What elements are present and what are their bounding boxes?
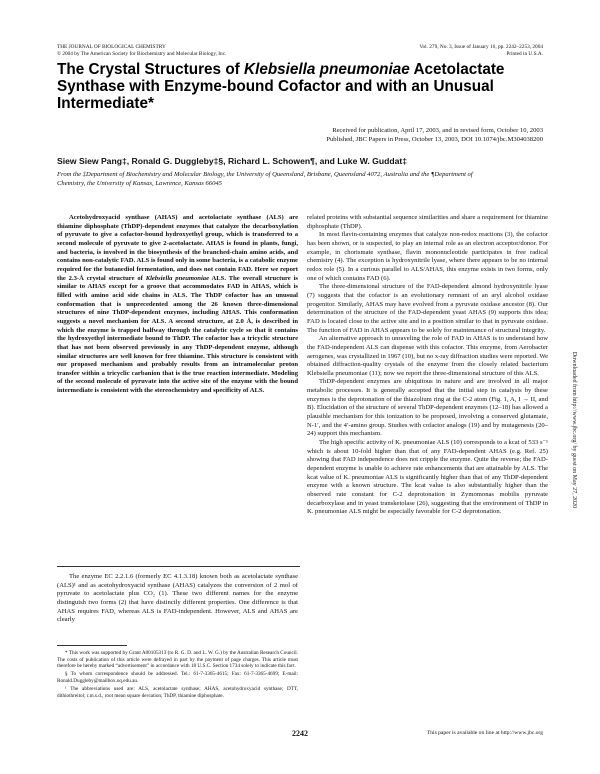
- running-header-left: [57, 44, 226, 57]
- abstract-species: Klebsiella pneumoniae: [145, 274, 210, 282]
- title-part-2: Acetolactate Synthase with Enzyme-bound Cofactor and with an Unusual Intermediate*: [57, 61, 505, 112]
- title-part-1: The Crystal Structures of: [57, 61, 245, 78]
- body-paragraph: ThDP-dependent enzymes are ubiquitous in nature and are involved in all major metabolic processes. It is generally accepted that the initial step in catalysis by these enzymes is the deprotonation of the thiazolium ring at the C-2 atom (Fig. 1, A, I → II, and B). Elucidation of the structure of several ThDP-dependent enzymes (12–18) has allowed a plausible mechanism for this ionization to be proposed, involving a conserved glutamate, N-1′, and the 4′-amino group. Studies with cofactor analogs (19) and by mutagenesis (20–24) support this mechanism.: [307, 378, 548, 438]
- body-paragraph: The three-dimensional structure of the FAD-dependent almond hydroxynitrile lyase (7) suggests that the cofactor is an evolutionary remnant of an aryl alcohol oxidase progenitor. Similarly, AHAS may have evolved from a pyruvate oxidase ancestor (8). Our determination of the structure of the FAD-dependent yeast AHAS (9) supports this idea; FAD is located close to the active site and in a position similar to that in pyruvate oxidase. The function of FAD in AHAS appears to be solely for maintenance of structural integrity.: [307, 283, 548, 334]
- body-paragraph: related proteins with substantial sequence similarities and share a requirement for thiamine diphosphate (ThDP).: [307, 214, 548, 230]
- abstract-divider: [57, 566, 300, 567]
- running-header-right: [419, 44, 543, 57]
- received-line: Received for publication, April 17, 2003, and in revised form, October 10, 2003: [332, 127, 543, 134]
- abstract-part-1: Acetohydroxyacid synthase (AHAS) and acetolactate synthase (ALS) are thiamine diphosphate (ThDP)-dependent enzymes that catalyze the decarboxylation of pyruvate to give a cofactor-bound hydroxyethyl group, which is transferred to a second molecule of pyruvate to give 2-acetolactate. AHAS is found in plants, fungi, and bacteria, is involved in the biosynthesis of the branched-chain amino acids, and contains non-catalytic FAD. ALS is found only in some bacteria, is a catabolic enzyme required for the butanediol fermentation, and does not contain FAD. Here we report the 2.3-Å crystal structure of: [57, 214, 298, 282]
- abstract: [57, 214, 298, 556]
- footnotes: [57, 650, 298, 701]
- footnote-abbreviations: ¹ The abbreviations used are: ALS, acetolactate synthase; AHAS, acetohydroxyacid synthase; DTT, dithiothreitol; r.m.s.d., root mean square deviation; ThDP, thiamine diphosphate.: [57, 685, 298, 699]
- publication-dates: [183, 126, 543, 144]
- volume-line: Vol. 279, No. 3, Issue of January 16, pp. 2242–2253, 2004: [419, 44, 543, 50]
- footnote-funding: * This work was supported by Grant A00105313 (to R. G. D. and L. W. G.) by the Australian Research Council. The costs of publication of this article were defrayed in part by the payment of page charges. This article must therefore be hereby marked “advertisement” in accordance with 18 U.S.C. Section 1734 solely to indicate this fact.: [57, 650, 298, 670]
- page-number: 2242: [292, 729, 308, 738]
- journal-name: THE JOURNAL OF BIOLOGICAL CHEMISTRY: [57, 44, 166, 50]
- download-watermark: Downloaded from http://www.jbc.org/ by guest on May 27, 2020: [571, 351, 577, 509]
- copyright-line: © 2004 by The American Society for Biochemistry and Molecular Biology, Inc.: [57, 50, 227, 57]
- body-paragraph: An alternative approach to unraveling the role of FAD in AHAS is to understand how the FAD-independent ALS can dispense with this cofactor. This enzyme, from Aerobacter aerogenes, was crystallized in 1967 (10), but no x-ray diffraction studies were reported. We obtained diffraction-quality crystals of the enzyme from the closely related bacterium Klebsiella pneumoniae (11); now we report the three-dimensional structure of this ALS.: [307, 335, 548, 377]
- printed-in: Printed in U.S.A.: [506, 50, 543, 57]
- affiliation: From the ‡Department of Biochemistry and Molecular Biology, the University of Queensland, Brisbane, Queensland 4072, Australia and the ¶Department of Chemistry, the University of Kansas, Lawrence, Kansas 66045: [57, 171, 473, 187]
- right-column: [307, 214, 548, 517]
- abstract-part-2: ALS. The overall structure is similar to AHAS except for a groove that accommodates FAD in AHAS, which is filled with amino acid side chains in ALS. The ThDP cofactor has an unusual conformation that is unprecedented among the 26 known three-dimensional structures of nine ThDP-dependent enzymes, including AHAS. This conformation suggests a novel mechanism for ALS. A second structure, at 2.0 Å, is described in which the enzyme is trapped halfway through the catalytic cycle so that it contains the hydroxyethyl intermediate bound to ThDP. The cofactor has a tricyclic structure that has not been observed previously in any ThDP-dependent enzyme, although similar structures are well known for free thiamine. This structure is consistent with our proposed mechanism and probably results from an intramolecular proton transfer within a tricyclic carbanion that is the true reaction intermediate. Modeling of the second molecule of pyruvate into the active site of the enzyme with the bound intermediate is consistent with the stereochemistry and specificity of ALS.: [57, 274, 298, 395]
- title-species: Klebsiella pneumoniae: [244, 61, 410, 78]
- body-paragraph: In most flavin-containing enzymes that catalyze non-redox reactions (3), the cofactor has been shown, or is suspected, to play an internal role as an electron acceptor/donor. For example, in chorismate synthase, flavin mononucleotide participates in free radical chemistry (4). The exception is hydroxynitrile lyase, where there appears to be no internal redox role (5). In a curious parallel to ALS/AHAS, this enzyme exists in two forms, only one of which contains FAD (6).: [307, 231, 548, 282]
- author-list: Siew Siew Pang‡, Ronald G. Duggleby‡§, Richard L. Schowen¶, and Luke W. Guddat‡: [57, 156, 408, 166]
- footnote-divider: [57, 645, 127, 646]
- article-title: [57, 62, 507, 112]
- published-line: Published, JBC Papers in Press, October 13, 2003, DOI 10.1074/jbc.M304038200: [326, 136, 543, 143]
- journal-url-footer: This paper is available on line at http://www.jbc.org: [426, 730, 543, 736]
- body-paragraph: The high specific activity of K. pneumoniae ALS (10) corresponds to a kcat of 533 s⁻¹ which is about 10-fold higher than that of any FAD-dependent AHAS (e.g. Ref. 25) showing that FAD independence does not cripple the enzyme. Quite the reverse; the FAD-dependent enzyme is unable to achieve rate enhancements that are attainable by ALS. The kcat value of K. pneumoniae ALS is significantly higher than that of any ThDP-dependent enzyme with a known structure. The kcat value is also substantially higher than the observed rate constant for C-2 deprotonation in Zymomonas mobilis pyruvate decarboxylase and in yeast transketolase (26), suggesting that the environment of ThDP in K. pneumoniae ALS might be especially favorable for C-2 deprotonation.: [307, 439, 548, 516]
- footnote-correspondence: § To whom correspondence should be addressed. Tel.: 61-7-3365-4615; Fax: 61-7-3365-4699; E-mail: Ronald.Duggleby@mailbox.uq.edu.au.: [57, 671, 298, 684]
- intro-paragraph: The enzyme EC 2.2.1.6 (formerly EC 4.1.3.18) known both as acetolactate synthase (ALS)¹ and as acetohydroxyacid synthase (AHAS) catalyzes the conversion of 2 mol of pyruvate to acetolactate plus CO₂ (1). These two different names for the enzyme distinguish two forms (2) that have distinctly different properties. One difference is that AHAS requires FAD, whereas ALS is FAD-independent. However, ALS and AHAS are clearly: [57, 573, 298, 624]
